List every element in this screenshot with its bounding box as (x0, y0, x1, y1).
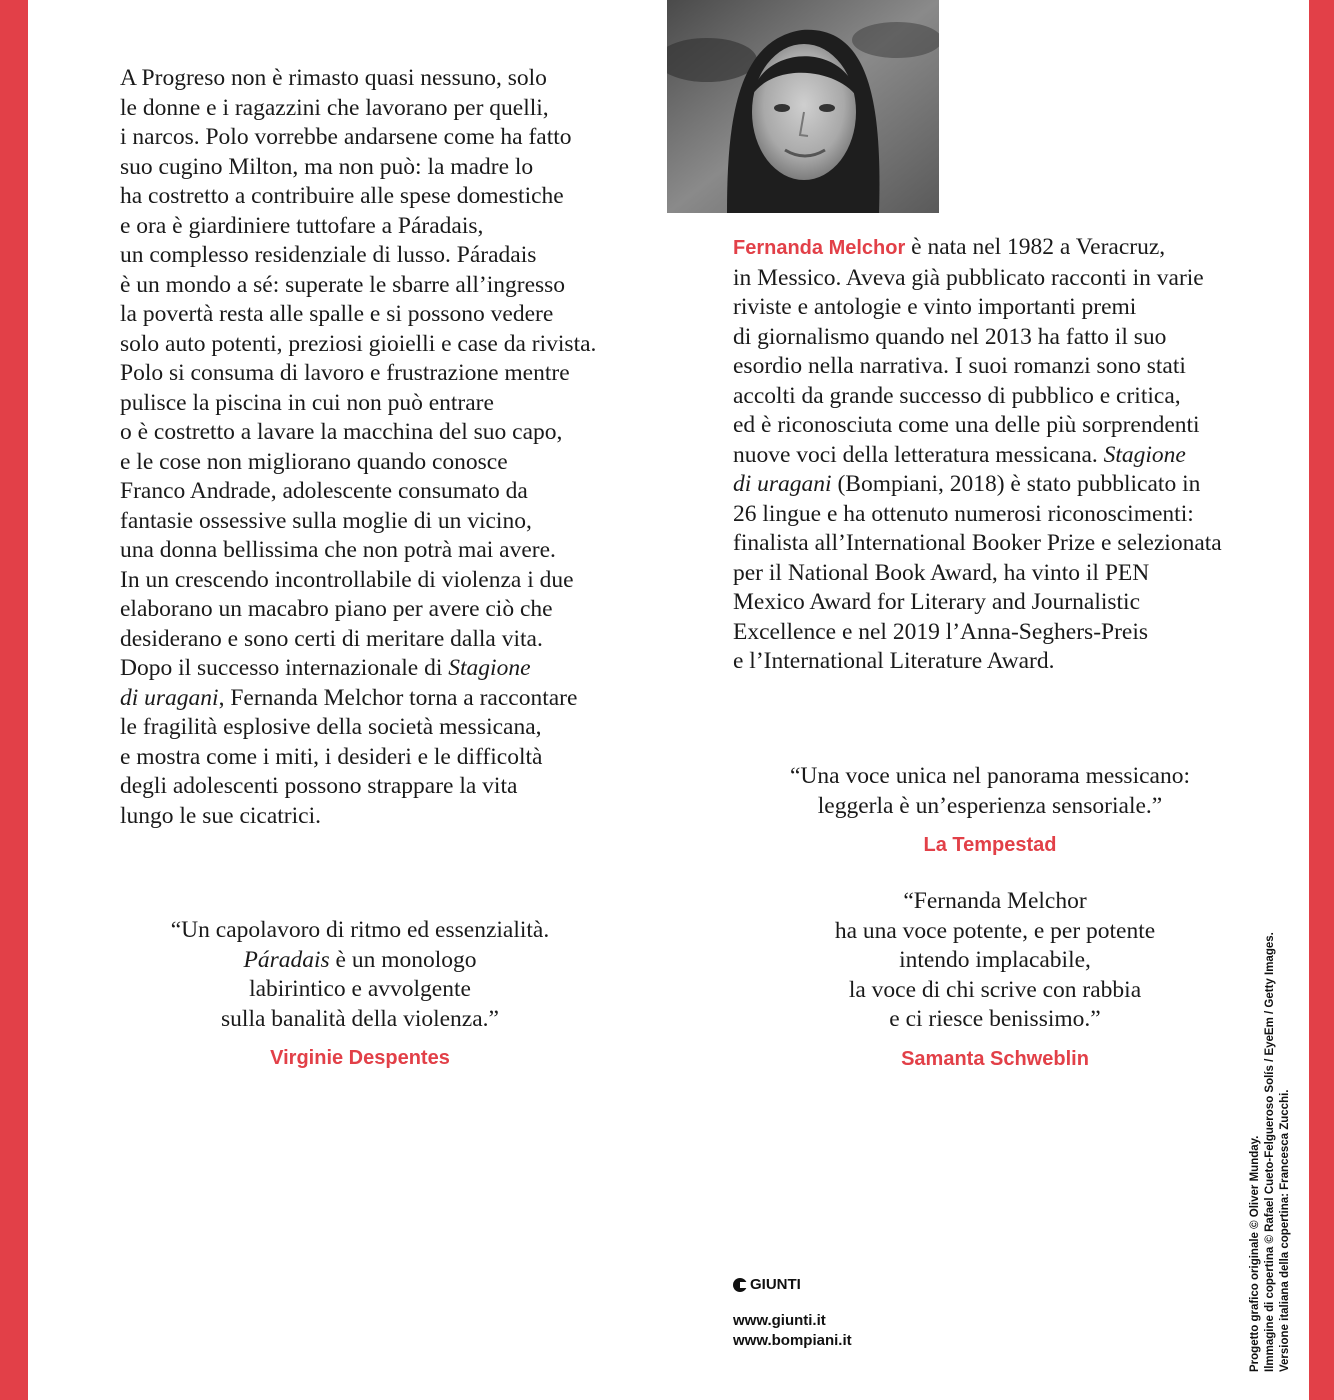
quote-line: la voce di chi scrive con rabbia (848, 976, 1142, 1003)
bio-line: 26 lingue e ha ottenuto numerosi riconoscimenti: (733, 500, 1194, 527)
quote-line: leggerla è un’esperienza sensoriale.” (817, 792, 1163, 819)
bio-line: e l’International Literature Award. (733, 648, 1055, 674)
bio-line: Mexico Award for Literary and Journalistic (733, 589, 1141, 615)
blurb-line: e mostra come i miti, i desideri e le difficoltà (120, 743, 543, 770)
blurb-text: , Fernanda Melchor torna a raccontare (218, 684, 578, 711)
blurb-line: ha costretto a contribuire alle spese domestiche (120, 183, 564, 209)
quote-attribution: Samanta Schweblin (901, 1047, 1089, 1070)
author-bio (733, 233, 1273, 677)
blurb-line: Polo si consuma di lavoro e frustrazione mentre (120, 360, 570, 386)
bio-text: è nata nel 1982 a Veracruz, (905, 234, 1166, 260)
credit-line: Progetto grafico originale © Oliver Munday. (1249, 1135, 1261, 1372)
quote-tempestad (740, 762, 1240, 861)
blurb-line: e le cose non migliorano quando conosce (120, 448, 508, 475)
quote-line (110, 946, 610, 976)
book-title-italic: Stagione (448, 655, 531, 681)
bio-line: ed è riconosciuta come una delle più sorprendenti (733, 412, 1200, 438)
right-red-band (1309, 0, 1334, 1400)
bio-line: accolti da grande successo di pubblico e critica, (733, 382, 1181, 409)
quote-line: sulla banalità della violenza.” (221, 1005, 499, 1032)
quote-schweblin (745, 887, 1245, 1074)
giunti-logo-icon (733, 1278, 747, 1292)
publisher-url-bompiani: www.bompiani.it (733, 1332, 852, 1349)
blurb-line: elaborano un macabro piano per avere ciò che (120, 596, 553, 622)
blurb-line: Franco Andrade, adolescente consumato da (120, 478, 528, 504)
quote-line: ha una voce potente, e per potente (834, 917, 1156, 944)
bio-line: riviste e antologie e vinto importanti premi (733, 294, 1137, 320)
quote-line: intendo implacabile, (899, 947, 1091, 973)
blurb-line: A Progreso non è rimasto quasi nessuno, solo (120, 65, 547, 91)
blurb-line: o è costretto a lavare la macchina del suo capo, (120, 419, 563, 445)
blurb-line: le fragilità esplosive della società messicana, (120, 714, 542, 740)
blurb-line: e ora è giardiniere tuttofare a Páradais, (120, 212, 484, 239)
blurb-text: Dopo il successo internazionale di (120, 655, 449, 681)
blurb-line: è un mondo a sé: superate le sbarre all’ingresso (120, 271, 566, 298)
blurb-line: pulisce la piscina in cui non può entrare (120, 389, 494, 416)
bio-paragraph (733, 264, 1273, 441)
bio-line: esordio nella narrativa. I suoi romanzi sono stati (733, 353, 1186, 379)
publisher-block (733, 1276, 852, 1351)
image-credits (1248, 932, 1293, 1372)
giunti-logo (733, 1276, 852, 1293)
quote-line: labirintico e avvolgente (249, 976, 471, 1002)
blurb-line: le donne e i ragazzini che lavorano per quelli, (120, 94, 549, 121)
quote-line: “Una voce unica nel panorama messicano: (790, 763, 1190, 789)
blurb-line: In un crescendo incontrollabile di violenza i due (120, 566, 574, 593)
book-title-italic: Páradais (243, 946, 330, 973)
credit-line: Versione italiana della copertina: Francesca Zucchi. (1279, 1089, 1291, 1372)
bio-line (733, 441, 1273, 471)
quote-attribution: La Tempestad (923, 834, 1057, 856)
blurb-line: solo auto potenti, preziosi gioielli e case da rivista. (120, 330, 597, 357)
author-photo (667, 0, 939, 213)
blurb-tail (120, 713, 620, 831)
blurb-line (120, 684, 620, 714)
blurb-line (120, 654, 620, 684)
blurb-line: un complesso residenziale di lusso. Páradais (120, 242, 537, 268)
left-red-band (0, 0, 28, 1400)
bio-line (733, 233, 1273, 264)
publisher-logo-text: GIUNTI (750, 1276, 801, 1293)
blurb-line: i narcos. Polo vorrebbe andarsene come ha fatto (120, 124, 572, 150)
book-title-italic: di uragani (120, 684, 219, 711)
blurb-line: lungo le sue cicatrici. (120, 802, 321, 829)
blurb-line: desiderano e sono certi di meritare dalla vita. (120, 625, 543, 652)
bio-line: Excellence e nel 2019 l’Anna-Seghers-Preis (733, 618, 1149, 645)
author-portrait-image (667, 0, 939, 213)
book-title-italic: Stagione (1103, 441, 1186, 468)
bio-line (733, 470, 1273, 500)
blurb-paragraph (120, 64, 620, 654)
quote-line: e ci riesce benissimo.” (889, 1006, 1101, 1032)
quote-attribution: Virginie Despentes (270, 1047, 450, 1069)
credit-line: Ilmmagine di copertina © Rafael Cueto-Felgueroso Solís / EyeEm / Getty Images. (1264, 932, 1276, 1372)
bio-text: nuove voci della letteratura messicana. (733, 441, 1104, 468)
author-name: Fernanda Melchor (733, 237, 906, 259)
bio-line: in Messico. Aveva già pubblicato racconti in varie (733, 264, 1204, 291)
book-title-italic: di uragani (733, 471, 832, 497)
book-blurb (120, 64, 620, 831)
blurb-line: fantasie ossessive sulla moglie di un vicino, (120, 507, 532, 534)
quote-line: “Un capolavoro di ritmo ed essenzialità. (170, 917, 550, 943)
quote-line: “Fernanda Melchor (903, 888, 1087, 914)
bio-line: finalista all’International Booker Prize e selezionata (733, 530, 1222, 556)
bio-paragraph (733, 500, 1273, 677)
bio-text: (Bompiani, 2018) è stato pubblicato in (831, 471, 1201, 497)
blurb-line: degli adolescenti possono strappare la vita (120, 773, 518, 799)
quote-despentes (110, 916, 610, 1074)
quote-text: è un monologo (329, 946, 477, 973)
bio-line: di giornalismo quando nel 2013 ha fatto il suo (733, 323, 1167, 350)
publisher-url-giunti: www.giunti.it (733, 1312, 826, 1329)
bio-line: per il National Book Award, ha vinto il PEN (733, 559, 1150, 586)
blurb-line: una donna bellissima che non potrà mai avere. (120, 537, 556, 563)
blurb-line: la povertà resta alle spalle e si possono vedere (120, 301, 554, 327)
blurb-line: suo cugino Milton, ma non può: la madre lo (120, 153, 534, 180)
